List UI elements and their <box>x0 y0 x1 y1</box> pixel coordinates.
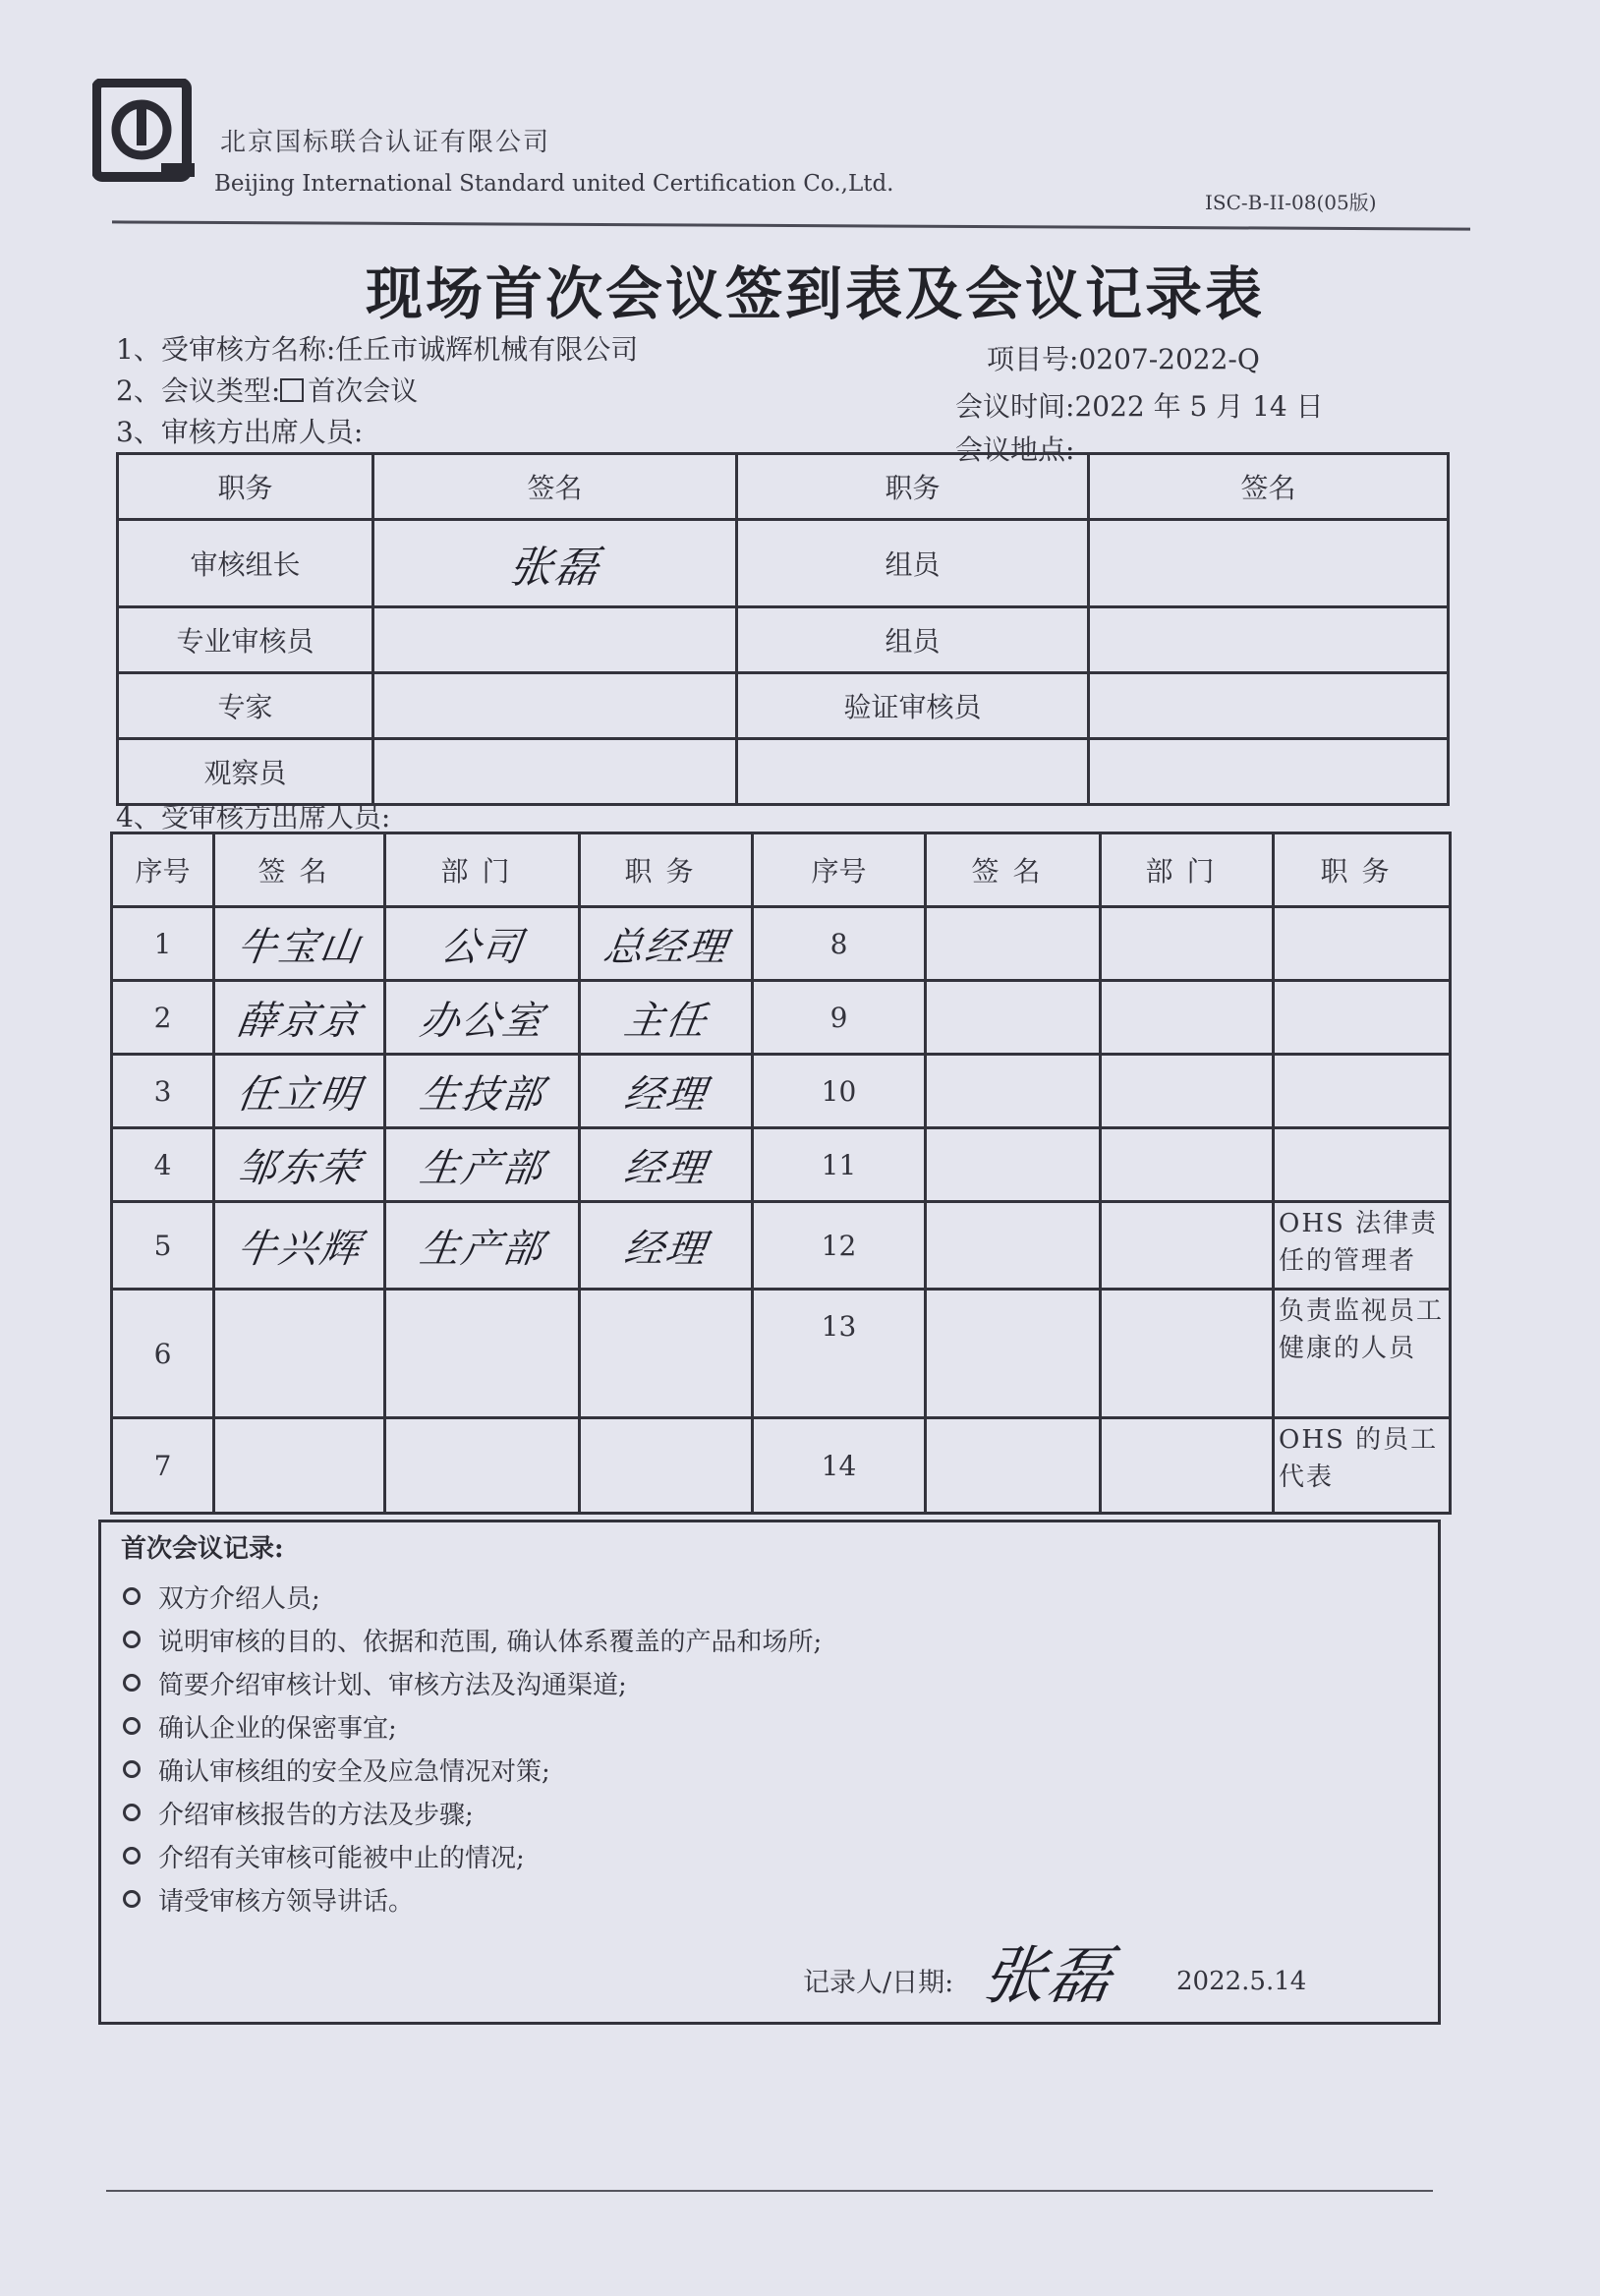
project-number-value: 0207-2022-Q <box>1078 343 1260 375</box>
column-header: 职务 <box>580 833 753 907</box>
row-number: 4 <box>112 1128 214 1202</box>
minutes-list <box>123 1578 822 1923</box>
column-header: 职务 <box>737 454 1089 520</box>
recorder-label: 记录人/日期: <box>803 1968 954 1998</box>
department-cell[interactable] <box>385 907 580 981</box>
department-cell[interactable] <box>385 1290 580 1418</box>
row-number: 5 <box>112 1202 214 1290</box>
list-item <box>123 1578 822 1621</box>
position-cell[interactable] <box>580 1290 753 1418</box>
header-divider <box>112 220 1470 230</box>
company-logo-icon <box>92 79 197 189</box>
role-cell: 组员 <box>737 607 1089 673</box>
auditor-attendees-label: 3、审核方出席人员: <box>116 416 364 448</box>
row-number: 9 <box>753 981 926 1055</box>
recorder-date: 2022.5.14 <box>1176 1967 1307 1996</box>
signature-cell[interactable] <box>1089 607 1449 673</box>
position-cell[interactable] <box>580 981 753 1055</box>
department-cell[interactable] <box>385 1418 580 1514</box>
signature-cell[interactable] <box>1089 739 1449 805</box>
table-header-row <box>118 454 1449 520</box>
position-cell[interactable]: OHS 法律责任的管理者 <box>1274 1202 1451 1290</box>
role-cell: 专业审核员 <box>118 607 373 673</box>
column-header: 职务 <box>118 454 373 520</box>
signature-cell[interactable] <box>373 673 737 739</box>
position-cell[interactable] <box>580 907 753 981</box>
bullet-icon <box>123 1674 141 1692</box>
column-header: 签名 <box>1089 454 1449 520</box>
meeting-place-label: 会议地点: <box>955 433 1075 466</box>
signature-cell[interactable] <box>926 1202 1101 1290</box>
handwritten-position: 经理 <box>620 1071 711 1118</box>
position-cell[interactable] <box>580 1128 753 1202</box>
table-row <box>112 1202 1451 1290</box>
handwritten-signature: 牛兴辉 <box>233 1226 365 1272</box>
table-row <box>118 739 1449 805</box>
column-header: 签名 <box>926 833 1101 907</box>
column-header: 部门 <box>385 833 580 907</box>
row-number: 1 <box>112 907 214 981</box>
auditee-name-line <box>116 328 638 368</box>
list-item <box>123 1664 822 1707</box>
handwritten-signature: 任立明 <box>233 1071 365 1118</box>
department-cell[interactable] <box>1101 907 1274 981</box>
auditee-attendees-label: 4、受审核方出席人员: <box>116 801 391 833</box>
table-row <box>118 673 1449 739</box>
auditee-name-value: 任丘市诚辉机械有限公司 <box>335 333 639 366</box>
column-header: 序号 <box>753 833 926 907</box>
auditee-name-label: 1、受审核方名称: <box>116 333 336 366</box>
position-cell[interactable] <box>1274 1128 1451 1202</box>
role-cell: 组员 <box>737 520 1089 607</box>
handwritten-signature: 牛宝山 <box>233 924 365 970</box>
table-row <box>112 1055 1451 1128</box>
minutes-item-text: 请受审核方领导讲话。 <box>158 1887 415 1917</box>
position-cell[interactable] <box>580 1418 753 1514</box>
page-title: 现场首次会议签到表及会议记录表 <box>366 260 1266 327</box>
handwritten-department: 生技部 <box>416 1071 547 1118</box>
signature-cell[interactable] <box>926 1128 1101 1202</box>
bullet-icon <box>123 1804 141 1821</box>
signature-cell[interactable] <box>1089 673 1449 739</box>
department-cell[interactable] <box>385 1055 580 1128</box>
list-item <box>123 1707 822 1751</box>
handwritten-position: 经理 <box>620 1145 711 1191</box>
signature-cell[interactable] <box>1089 520 1449 607</box>
row-number: 10 <box>753 1055 926 1128</box>
table-row <box>112 1418 1451 1514</box>
column-header: 签名 <box>373 454 737 520</box>
project-number-label: 项目号: <box>987 343 1079 375</box>
auditor-attendance-table <box>116 452 1450 806</box>
department-cell[interactable] <box>385 981 580 1055</box>
position-cell[interactable] <box>580 1202 753 1290</box>
list-item <box>123 1837 822 1880</box>
role-cell: 观察员 <box>118 739 373 805</box>
role-cell: 验证审核员 <box>737 673 1089 739</box>
position-cell[interactable] <box>580 1055 753 1128</box>
signature-cell[interactable] <box>926 1290 1101 1418</box>
minutes-item-text: 双方介绍人员; <box>158 1584 320 1614</box>
department-cell[interactable] <box>1101 1418 1274 1514</box>
handwritten-position: 经理 <box>620 1226 711 1272</box>
handwritten-signature: 薛京京 <box>233 998 365 1044</box>
meeting-type-value: 首次会议 <box>308 374 419 407</box>
meeting-type-label: 2、会议类型: <box>116 374 281 407</box>
meeting-time-label: 会议时间: <box>955 390 1075 423</box>
position-cell[interactable]: 负责监视员工健康的人员 <box>1274 1290 1451 1418</box>
signature-cell[interactable] <box>926 1055 1101 1128</box>
bullet-icon <box>123 1587 141 1605</box>
table-row <box>112 1128 1451 1202</box>
minutes-item-text: 确认企业的保密事宜; <box>158 1714 397 1744</box>
role-cell: 专家 <box>118 673 373 739</box>
company-name-cn: 北京国标联合认证有限公司 <box>220 128 551 157</box>
list-item <box>123 1751 822 1794</box>
table-row <box>112 907 1451 981</box>
meeting-minutes-box <box>98 1520 1441 2025</box>
bullet-icon <box>123 1890 141 1908</box>
table-row <box>118 520 1449 607</box>
minutes-item-text: 介绍有关审核可能被中止的情况; <box>158 1844 525 1873</box>
table-header-row <box>112 833 1451 907</box>
table-row <box>118 607 1449 673</box>
meeting-time-value: 2022 年 5 月 14 日 <box>1074 390 1324 423</box>
position-cell[interactable] <box>1274 907 1451 981</box>
minutes-item-text: 简要介绍审核计划、审核方法及沟通渠道; <box>158 1671 627 1700</box>
handwritten-department: 公司 <box>436 924 527 970</box>
table-row <box>112 981 1451 1055</box>
handwritten-department: 办公室 <box>416 998 547 1044</box>
signature-cell[interactable] <box>214 1290 385 1418</box>
department-cell[interactable] <box>385 1128 580 1202</box>
role-cell: 审核组长 <box>118 520 373 607</box>
handwritten-position: 总经理 <box>600 924 731 970</box>
recorder-signature: 张磊 <box>977 1940 1118 2013</box>
row-number: 8 <box>753 907 926 981</box>
list-item <box>123 1794 822 1837</box>
meeting-time-line <box>955 385 1324 425</box>
row-number: 3 <box>112 1055 214 1128</box>
row-number: 12 <box>753 1202 926 1290</box>
bullet-icon <box>123 1717 141 1735</box>
position-cell[interactable] <box>1274 1055 1451 1128</box>
document-code: ISC-B-II-08(05版) <box>1205 191 1377 214</box>
company-name-en: Beijing International Standard united Certification Co.,Ltd. <box>214 171 894 197</box>
meeting-type-line <box>116 370 418 409</box>
signature-cell[interactable] <box>373 739 737 805</box>
list-item <box>123 1880 822 1923</box>
bullet-icon <box>123 1847 141 1865</box>
signature-cell[interactable] <box>214 1128 385 1202</box>
department-cell[interactable] <box>385 1202 580 1290</box>
signature-cell[interactable] <box>926 1418 1101 1514</box>
column-header: 序号 <box>112 833 214 907</box>
column-header: 职务 <box>1274 833 1451 907</box>
auditee-attendance-table <box>110 832 1452 1515</box>
position-cell[interactable]: OHS 的员工代表 <box>1274 1418 1451 1514</box>
row-number: 2 <box>112 981 214 1055</box>
row-number: 11 <box>753 1128 926 1202</box>
position-cell[interactable] <box>1274 981 1451 1055</box>
list-item <box>123 1621 822 1664</box>
handwritten-department: 生产部 <box>416 1226 547 1272</box>
signature-cell[interactable] <box>214 1418 385 1514</box>
department-cell[interactable] <box>1101 1128 1274 1202</box>
footer-divider <box>106 2190 1433 2192</box>
project-number-line <box>987 338 1260 377</box>
row-number: 6 <box>112 1290 214 1418</box>
bullet-icon <box>123 1631 141 1648</box>
handwritten-department: 生产部 <box>416 1145 547 1191</box>
column-header: 签名 <box>214 833 385 907</box>
department-cell[interactable] <box>1101 981 1274 1055</box>
row-number: 13 <box>753 1290 926 1418</box>
column-header: 部门 <box>1101 833 1274 907</box>
department-cell[interactable] <box>1101 1202 1274 1290</box>
handwritten-signature: 邹东荣 <box>233 1145 365 1191</box>
table-row <box>112 1290 1451 1418</box>
row-number: 7 <box>112 1418 214 1514</box>
minutes-item-text: 说明审核的目的、依据和范围, 确认体系覆盖的产品和场所; <box>158 1628 823 1657</box>
meeting-type-checkbox[interactable] <box>280 378 304 402</box>
minutes-item-text: 确认审核组的安全及应急情况对策; <box>158 1757 550 1787</box>
handwritten-position: 主任 <box>620 998 711 1044</box>
role-cell <box>737 739 1089 805</box>
signature-cell[interactable] <box>373 520 737 607</box>
handwritten-signature: 张磊 <box>505 543 603 593</box>
signature-cell[interactable] <box>214 981 385 1055</box>
minutes-item-text: 介绍审核报告的方法及步骤; <box>158 1801 474 1830</box>
department-cell[interactable] <box>1101 1055 1274 1128</box>
signature-cell[interactable] <box>214 907 385 981</box>
signature-cell[interactable] <box>214 1202 385 1290</box>
bullet-icon <box>123 1760 141 1778</box>
signature-cell[interactable] <box>214 1055 385 1128</box>
signature-cell[interactable] <box>373 607 737 673</box>
signature-cell[interactable] <box>926 907 1101 981</box>
minutes-title: 首次会议记录: <box>121 1534 284 1564</box>
row-number: 14 <box>753 1418 926 1514</box>
department-cell[interactable] <box>1101 1290 1274 1418</box>
signature-cell[interactable] <box>926 981 1101 1055</box>
